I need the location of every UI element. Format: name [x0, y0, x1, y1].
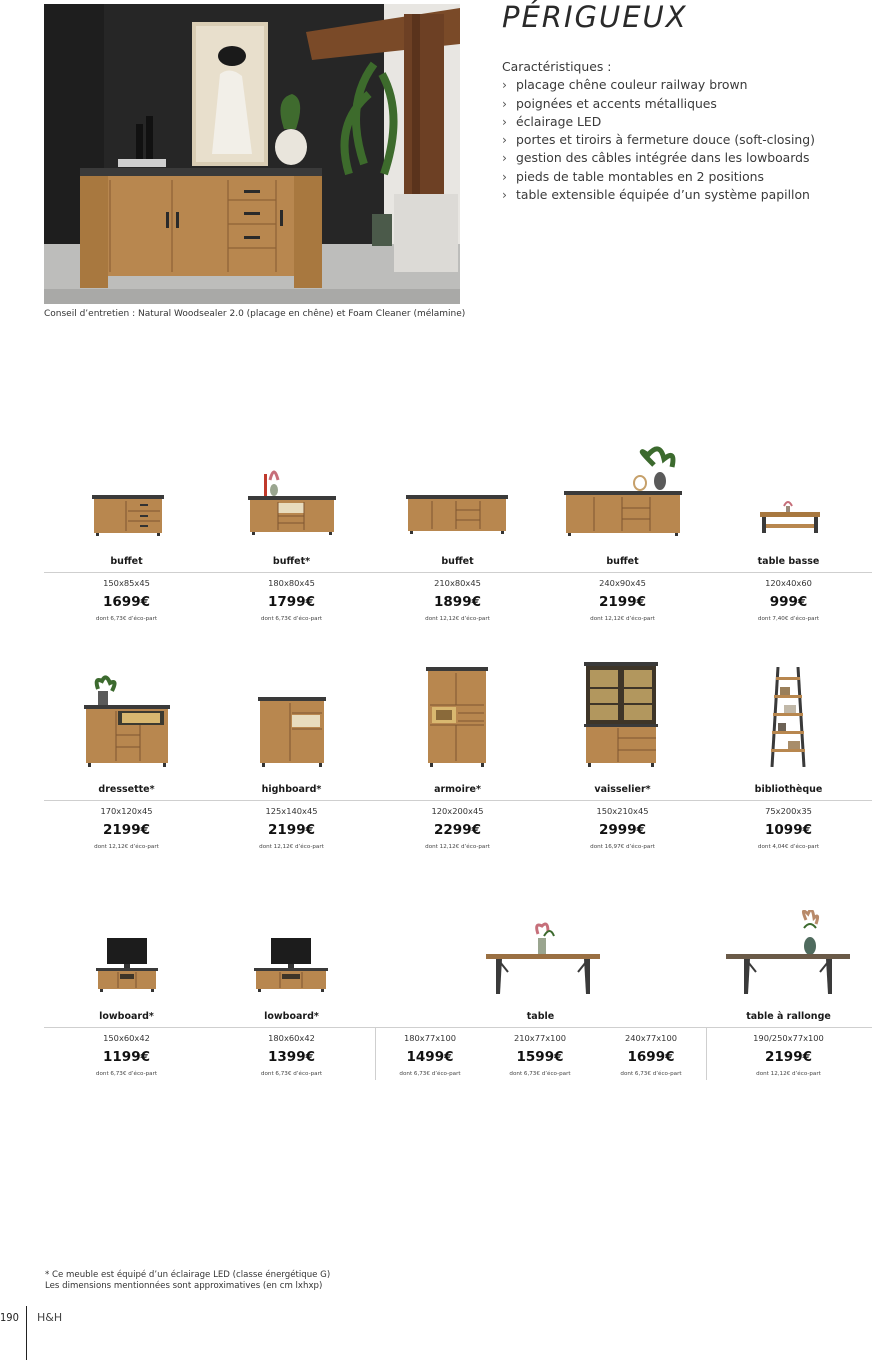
product-dimensions: 125x140x45 [265, 806, 318, 816]
product-name: dressette* [98, 784, 155, 795]
bibliotheque-image [768, 667, 808, 767]
product-dimensions: 240x77x100 [624, 1033, 678, 1043]
footnote [45, 1270, 330, 1291]
product-price: 1399€ [268, 1049, 315, 1065]
product-lowboard-180[interactable] [209, 1010, 374, 1078]
features-heading: Caractéristiques : [502, 59, 612, 74]
product-dimensions: 120x200x45 [431, 806, 484, 816]
product-dimensions: 190/250x77x100 [753, 1033, 824, 1043]
product-buffet-240[interactable] [540, 555, 705, 623]
product-dressette[interactable] [44, 783, 209, 851]
product-name: buffet [110, 556, 143, 567]
extendable-table-image [726, 910, 850, 996]
product-name: armoire* [434, 784, 481, 795]
eco-participation: dont 12,12€ d’éco-part [756, 1071, 821, 1077]
column-divider [706, 1028, 707, 1080]
product-price: 1699€ [627, 1049, 675, 1065]
product-name: bibliothèque [754, 784, 823, 795]
product-name: table à rallonge [746, 1011, 831, 1022]
care-caption: Conseil d’entretien : Natural Woodsealer 2.0 (placage en chêne) et Foam Cleaner (mélamine) [44, 309, 466, 319]
eco-participation: dont 16,97€ d’éco-part [590, 844, 655, 850]
column-divider [375, 1028, 376, 1080]
product-price: 2999€ [599, 822, 646, 838]
table-variant-180[interactable] [375, 1024, 485, 1078]
product-name: lowboard* [99, 1011, 154, 1022]
buffet-150-image [92, 493, 164, 537]
bullet-icon: › [502, 168, 507, 184]
highboard-image [258, 697, 326, 769]
hero-photo [44, 4, 460, 304]
eco-participation: dont 12,12€ d’éco-part [94, 844, 159, 850]
eco-participation: dont 6,73€ d’éco-part [260, 616, 323, 622]
features-block [502, 58, 815, 204]
product-price: 2299€ [434, 822, 481, 838]
product-price: 2199€ [599, 594, 646, 610]
eco-participation: dont 12,12€ d’éco-part [259, 844, 324, 850]
product-price: 1799€ [268, 594, 315, 610]
product-bibliotheque[interactable] [706, 783, 871, 851]
coffee-table-image [760, 500, 820, 536]
product-price: 1699€ [103, 594, 150, 610]
list-item: › gestion des câbles intégrée dans les lowboards [502, 149, 815, 167]
footnote-dimensions: Les dimensions mentionnées sont approximatives (en cm lxhxp) [45, 1280, 323, 1291]
product-name: buffet [441, 556, 474, 567]
product-price: 1599€ [516, 1049, 564, 1065]
product-name: buffet* [272, 556, 311, 567]
bullet-icon: › [502, 77, 507, 93]
page-title: PÉRIGUEUX [502, 0, 688, 34]
buffet-240-image [564, 445, 682, 539]
product-price: 1499€ [406, 1049, 454, 1065]
product-price: 2199€ [103, 822, 150, 838]
page-number: 190 [0, 1311, 19, 1324]
eco-participation: dont 12,12€ d’éco-part [590, 616, 655, 622]
eco-participation: dont 12,12€ d’éco-part [425, 844, 490, 850]
lowboard-180-image [254, 938, 328, 994]
product-price: 2199€ [765, 1049, 812, 1065]
table-variant-210[interactable] [485, 1024, 595, 1078]
product-table[interactable] [375, 1010, 706, 1024]
product-buffet-150[interactable] [44, 555, 209, 623]
bullet-icon: › [502, 132, 507, 148]
product-table-rallonge[interactable] [706, 1010, 871, 1078]
product-table-basse[interactable] [706, 555, 871, 623]
product-buffet-210[interactable] [375, 555, 540, 623]
row-divider [44, 572, 872, 573]
list-item: › portes et tiroirs à fermeture douce (soft-closing) [502, 131, 815, 149]
buffet-180-image [248, 460, 336, 536]
vaisselier-image [584, 662, 658, 768]
product-dimensions: 75x200x35 [765, 806, 812, 816]
product-armoire[interactable] [375, 783, 540, 851]
product-vaisselier[interactable] [540, 783, 705, 851]
product-dimensions: 210x77x100 [513, 1033, 567, 1043]
dining-table-image [486, 922, 600, 996]
brand-name: H&H [37, 1311, 63, 1324]
product-name: vaisselier* [594, 784, 651, 795]
product-buffet-180[interactable] [209, 555, 374, 623]
armoire-image [426, 667, 488, 769]
page-divider [26, 1306, 27, 1360]
product-lowboard-150[interactable] [44, 1010, 209, 1078]
bullet-icon: › [502, 95, 507, 111]
product-name: highboard* [261, 784, 322, 795]
product-dimensions: 180x80x45 [268, 578, 315, 588]
list-item: › table extensible équipée d’un système papillon [502, 186, 815, 204]
product-highboard[interactable] [209, 783, 374, 851]
product-dimensions: 240x90x45 [599, 578, 646, 588]
bullet-icon: › [502, 150, 507, 166]
product-price: 1899€ [434, 594, 481, 610]
eco-participation: dont 12,12€ d’éco-part [425, 616, 490, 622]
lowboard-150-image [96, 938, 158, 994]
eco-participation: dont 4,04€ d’éco-part [757, 844, 820, 850]
product-name: buffet [606, 556, 639, 567]
eco-participation: dont 6,73€ d’éco-part [399, 1071, 461, 1077]
eco-participation: dont 6,73€ d’éco-part [509, 1071, 571, 1077]
list-item: › éclairage LED [502, 113, 815, 131]
list-item: › pieds de table montables en 2 positions [502, 168, 815, 186]
product-dimensions: 180x60x42 [268, 1033, 315, 1043]
product-name: table basse [757, 556, 820, 567]
product-dimensions: 210x80x45 [434, 578, 481, 588]
product-price: 1099€ [765, 822, 812, 838]
product-dimensions: 150x60x42 [103, 1033, 150, 1043]
features-list [502, 76, 815, 204]
dressette-image [84, 675, 170, 769]
eco-participation: dont 6,73€ d’éco-part [620, 1071, 682, 1077]
eco-participation: dont 6,73€ d’éco-part [260, 1071, 323, 1077]
product-name: table [526, 1011, 555, 1022]
product-price: 2199€ [268, 822, 315, 838]
row-divider [44, 1027, 872, 1028]
bullet-icon: › [502, 113, 507, 129]
table-variant-240[interactable] [596, 1024, 706, 1078]
product-dimensions: 170x120x45 [100, 806, 153, 816]
eco-participation: dont 6,73€ d’éco-part [95, 1071, 158, 1077]
eco-participation: dont 7,40€ d’éco-part [757, 616, 820, 622]
product-price: 999€ [769, 594, 808, 610]
list-item: › poignées et accents métalliques [502, 95, 815, 113]
product-dimensions: 150x210x45 [596, 806, 649, 816]
product-dimensions: 180x77x100 [403, 1033, 457, 1043]
eco-participation: dont 6,73€ d’éco-part [95, 616, 158, 622]
buffet-210-image [406, 493, 508, 537]
product-name: lowboard* [264, 1011, 319, 1022]
product-dimensions: 120x40x60 [765, 578, 812, 588]
product-dimensions: 150x85x45 [103, 578, 150, 588]
bullet-icon: › [502, 187, 507, 203]
row-divider [44, 800, 872, 801]
footnote-led: * Ce meuble est équipé d’un éclairage LED (classe énergétique G) [45, 1270, 331, 1280]
list-item: › placage chêne couleur railway brown [502, 76, 815, 94]
product-price: 1199€ [103, 1049, 150, 1065]
